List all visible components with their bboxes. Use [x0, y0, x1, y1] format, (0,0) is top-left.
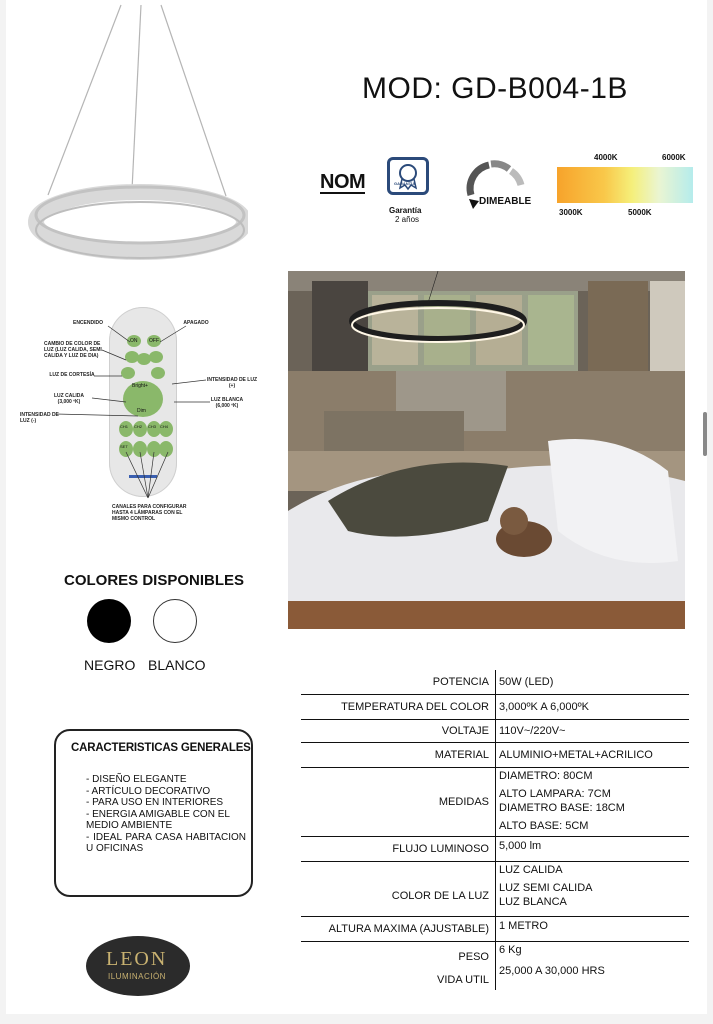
- spec-label: MEDIDAS: [438, 796, 489, 808]
- remote-ch1-button: CH1: [120, 424, 129, 429]
- warranty-badge-text: GARANTÍA: [394, 181, 416, 186]
- color-swatch-black: [87, 599, 131, 643]
- dimeable-label: DIMEABLE: [479, 196, 532, 207]
- color-temperature-gradient: [557, 167, 693, 203]
- spec-row: [301, 916, 689, 941]
- spec-value: 1 METRO: [495, 917, 689, 941]
- color-swatch-white: [153, 599, 197, 643]
- feature-item: - IDEAL PARA CASA HABITACION U OFICINAS: [86, 831, 246, 854]
- spec-value: 3,000ºK A 6,000ºK: [495, 695, 689, 719]
- model-title: MOD: GD-B004-1B: [362, 72, 628, 105]
- spec-row: [301, 964, 689, 990]
- temp-5000k-label: 5000K: [628, 208, 652, 217]
- pendant-lamp-illustration: [28, 0, 248, 270]
- remote-label-luz-calida: LUZ CALIDA (3,000 ºK): [54, 393, 84, 405]
- spec-row: [301, 670, 689, 694]
- leon-logo: [86, 936, 190, 996]
- spec-label: TEMPERATURA DEL COLOR: [341, 701, 489, 713]
- spec-value: 50W (LED): [495, 670, 689, 694]
- temp-6000k-label: 6000K: [662, 153, 686, 162]
- spec-value: DIAMETRO: 80CM ALTO LAMPARA: 7CM DIAMETRO BASE: 18CM ALTO BASE: 5CM: [495, 768, 689, 836]
- remote-label-encendido: ENCENDIDO: [72, 320, 103, 326]
- spec-label: FLUJO LUMINOSO: [392, 843, 489, 855]
- spec-row: [301, 861, 689, 916]
- spec-value: 6 Kg: [495, 942, 689, 964]
- features-title: CARACTERISTICAS GENERALES: [71, 742, 251, 754]
- spec-label: PESO: [458, 951, 489, 963]
- remote-label-intensidad-menos: INTENSIDAD DE LUZ (-): [20, 412, 59, 424]
- remote-set-button: SET: [120, 444, 128, 449]
- bedroom-photo: [288, 271, 685, 629]
- feature-item: - ARTÍCULO DECORATIVO: [86, 785, 211, 797]
- warranty-label: Garantía: [389, 206, 422, 215]
- spec-row: [301, 742, 689, 767]
- remote-ch4-button: CH4: [160, 424, 169, 429]
- logo-name: LEON: [106, 948, 168, 970]
- spec-label: VOLTAJE: [441, 725, 489, 737]
- remote-ch3-button: CH3: [148, 424, 157, 429]
- warranty-badge-icon: [387, 157, 429, 195]
- spec-value: LUZ CALIDA LUZ SEMI CALIDA LUZ BLANCA: [495, 862, 689, 916]
- spec-label: MATERIAL: [434, 749, 489, 761]
- remote-on-button: ON: [130, 338, 138, 344]
- spec-row: [301, 941, 689, 964]
- spec-row: [301, 694, 689, 719]
- nom-certification-badge: NOM: [320, 171, 366, 193]
- feature-item: - DISEÑO ELEGANTE: [86, 774, 187, 785]
- feature-item: - ENERGIA AMIGABLE CON EL MEDIO AMBIENTE: [86, 808, 230, 831]
- features-list: [86, 774, 246, 855]
- spec-row: [301, 719, 689, 742]
- spec-value: 110V~/220V~: [495, 720, 689, 742]
- spec-label: COLOR DE LA LUZ: [391, 890, 489, 902]
- spec-row: [301, 767, 689, 836]
- features-box: [54, 729, 253, 897]
- temp-4000k-label: 4000K: [594, 153, 618, 162]
- remote-label-intensidad-mas: INTENSIDAD DE LUZ (+): [207, 377, 257, 389]
- spec-label: POTENCIA: [432, 676, 489, 688]
- remote-dim-button: Dim: [137, 408, 146, 414]
- color-label-black: NEGRO: [84, 657, 136, 673]
- remote-label-cambio-color: CAMBIO DE COLOR DE LUZ (LUZ CALIDA, SEMI CALIDA Y LUZ DE DIA): [44, 341, 102, 359]
- remote-ch2-button: CH2: [134, 424, 143, 429]
- remote-off-button: OFF: [149, 338, 159, 344]
- remote-label-cortesia: LUZ DE CORTESÍA: [49, 372, 95, 378]
- spec-table: [301, 670, 689, 990]
- scrollbar-thumb[interactable]: [703, 412, 707, 456]
- remote-label-luz-blanca: LUZ BLANCA (6,000 ºK): [210, 397, 244, 409]
- product-sheet: [6, 0, 707, 1014]
- temp-3000k-label: 3000K: [559, 208, 583, 217]
- feature-item: - PARA USO EN INTERIORES: [86, 797, 224, 808]
- spec-value: 25,000 A 30,000 HRS: [495, 964, 689, 990]
- warranty-years: 2 años: [395, 215, 420, 224]
- colors-title: COLORES DISPONIBLES: [64, 572, 245, 589]
- remote-label-canales: CANALES PARA CONFIGURAR HASTA 4 LÁMPARAS CON EL MISMO CONTROL: [112, 504, 187, 522]
- spec-label: ALTURA MAXIMA (AJUSTABLE): [328, 923, 489, 935]
- logo-subtitle: ILUMINACIÓN: [108, 972, 166, 981]
- color-label-white: BLANCO: [148, 657, 206, 673]
- remote-bright-button: Bright+: [132, 383, 148, 389]
- remote-label-apagado: APAGADO: [183, 320, 209, 326]
- spec-row: [301, 836, 689, 861]
- spec-value: 5,000 lm: [495, 837, 689, 861]
- spec-value: ALUMINIO+METAL+ACRILICO: [495, 743, 689, 767]
- spec-label: VIDA UTIL: [437, 974, 489, 986]
